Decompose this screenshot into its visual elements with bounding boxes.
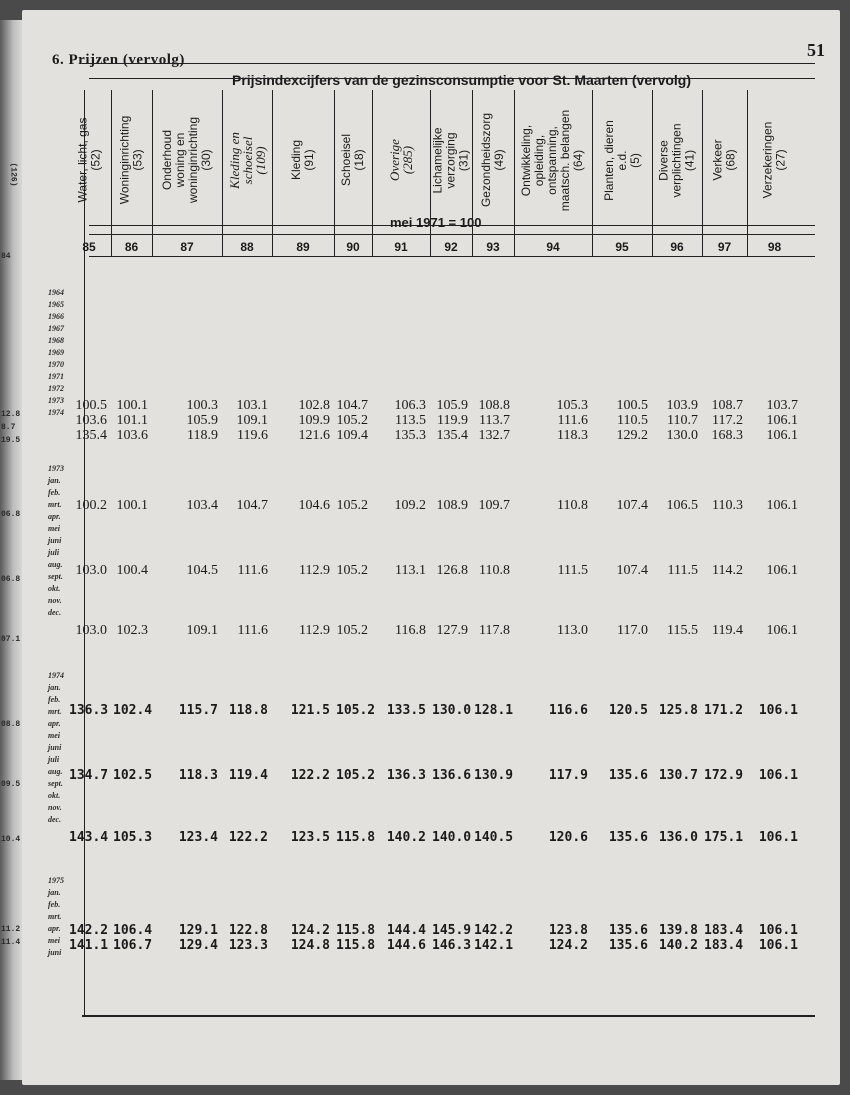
table-cell: 122.8 123.3 (228, 923, 268, 953)
column-number: 91 (394, 240, 408, 254)
column-number: 87 (180, 240, 194, 254)
table-cell: 136.6 (432, 768, 472, 783)
table-cell: 105.3 (113, 830, 153, 845)
row-labels-1973: 1973 jan. feb. mrt. apr. mei juni juli aug. sept. okt. nov. dec. (48, 464, 64, 617)
column-header (652, 96, 702, 224)
table-cell: 142.2 141.1 (69, 923, 109, 953)
table-cell: 133.5 (386, 703, 426, 718)
table-cell: 142.2 142.1 (474, 923, 514, 953)
rule (82, 63, 815, 64)
table-cell: 104.7 (236, 498, 268, 513)
left-fragment: 19.5 (1, 436, 21, 445)
column-number: 92 (444, 240, 458, 254)
table-cell: 139.8 140.2 (658, 923, 698, 953)
table-cell: 145.9 146.3 (432, 923, 472, 953)
row-labels-1974: 1974 jan. feb. mrt. apr. mei juni juli aug. sept. okt. nov. dec. (48, 671, 64, 824)
table-cell: 105.2 (336, 768, 376, 783)
table-cell: 127.9 (436, 623, 468, 638)
table-cell: 125.8 (658, 703, 698, 718)
column-header-label: Woninginrichting (53) (117, 115, 145, 205)
table-cell: 106.1 (758, 703, 798, 718)
table-cell: 117.8 (479, 623, 510, 638)
table-cell: 108.9 (436, 498, 468, 513)
table-cell: 109.7 (478, 498, 510, 513)
left-fragment: 11.4 (1, 938, 21, 947)
column-header (334, 96, 372, 224)
table-cell: 119.4 (228, 768, 268, 783)
table-cell: 105.2 (336, 623, 368, 638)
table-cell: 112.9 (299, 563, 330, 578)
table-cell: 105.2 (336, 563, 368, 578)
table-cell: 114.2 (712, 563, 743, 578)
table-cell: 109.1 (186, 623, 218, 638)
column-number: 98 (767, 240, 782, 254)
row-labels-1975: 1975 jan. feb. mrt. apr. mei juni (48, 876, 64, 957)
column-header-label: Gezondheidszorg (49) (479, 112, 506, 208)
left-fragment: 08.8 (1, 720, 21, 729)
table-cell: 117.0 (617, 623, 648, 638)
left-fragment: 12.8 (1, 410, 21, 419)
table-cell: 102.5 (113, 768, 153, 783)
table-cell: 122.2 (290, 768, 330, 783)
table-cell: 171.2 (704, 703, 744, 718)
table-cell: 172.9 (704, 768, 744, 783)
table-cell: 103.1 109.1 119.6 (236, 398, 268, 443)
column-header (67, 96, 111, 224)
table-cell: 112.9 (299, 623, 330, 638)
table-cell: 103.7 106.1 106.1 (766, 398, 798, 443)
left-fragment: 07.1 (1, 635, 21, 644)
table-cell: 113.0 (557, 623, 588, 638)
left-fragment: 06.8 (1, 510, 21, 519)
table-cell: 119.4 (712, 623, 743, 638)
table-cell: 136.3 (69, 703, 109, 718)
table-cell: 115.5 (667, 623, 698, 638)
column-header (152, 96, 222, 224)
table-cell: 130.7 (658, 768, 698, 783)
table-cell: 124.2 124.8 (290, 923, 330, 953)
column-header (222, 96, 272, 224)
table-cell: 120.5 (608, 703, 648, 718)
column-header-label: Onderhoud woning en woninginrichting (30) (160, 116, 213, 204)
table-cell: 100.5 103.6 135.4 (75, 398, 107, 443)
column-header-label: Water, licht, gas (52) (75, 117, 103, 203)
table-cell: 107.4 (616, 563, 648, 578)
table-cell: 116.8 (395, 623, 426, 638)
left-fragment: 10.4 (1, 835, 21, 844)
rule (82, 1015, 815, 1017)
table-cell: 102.4 (113, 703, 153, 718)
table-cell: 117.9 (548, 768, 588, 783)
table-cell: 109.2 (394, 498, 426, 513)
table-cell: 100.3 105.9 118.9 (186, 398, 218, 443)
table-cell: 143.4 (69, 830, 109, 845)
column-header-label: Verzekeringen (27) (760, 121, 788, 199)
table-cell: 107.4 (616, 498, 648, 513)
table-cell: 106.3 113.5 135.3 (394, 398, 426, 443)
table-cell: 103.4 (186, 498, 218, 513)
column-number: 90 (346, 240, 360, 254)
table-cell: 100.5 110.5 129.2 (616, 398, 648, 443)
table-cell: 175.1 (704, 830, 744, 845)
column-header-label: Verkeer (68) (710, 139, 738, 181)
column-header-label: Lichamelijke verzorging (31) (430, 126, 471, 194)
table-cell: 118.8 (228, 703, 268, 718)
table-cell: 121.5 (290, 703, 330, 718)
row-labels-years: 1964 1965 1966 1967 1968 1969 1970 1971 1972 1973 1974 (48, 288, 64, 417)
table-cell: 106.1 (766, 498, 798, 513)
table-cell: 103.0 (75, 623, 107, 638)
column-header-label: Ontwikkeling, opleiding, ontspanning, maatsch. belangen (64) (519, 109, 586, 211)
table-cell: 104.6 (298, 498, 330, 513)
column-header (372, 96, 430, 224)
table-cell: 136.3 (386, 768, 426, 783)
table-cell: 106.4 106.7 (113, 923, 153, 953)
table-cell: 106.5 (666, 498, 698, 513)
left-fragment: 11.2 (1, 925, 21, 934)
table-cell: 126.8 (436, 563, 468, 578)
table-cell: 106.1 (758, 830, 798, 845)
rule (89, 234, 815, 235)
table-cell: 106.1 (766, 623, 798, 638)
table-cell: 115.8 (336, 830, 376, 845)
table-cell: 183.4 183.4 (704, 923, 744, 953)
table-cell: 118.3 (178, 768, 218, 783)
column-header-label: Overige (285) (387, 139, 415, 181)
table-cell: 135.6 135.6 (608, 923, 648, 953)
table-cell: 136.0 (658, 830, 698, 845)
column-header (111, 96, 152, 224)
table-cell: 140.2 (386, 830, 426, 845)
table-cell: 134.7 (69, 768, 109, 783)
left-fragment: 84 (1, 252, 11, 261)
page-number: 51 (807, 40, 825, 60)
table-cell: 113.1 (395, 563, 426, 578)
table-cell: 111.6 (237, 623, 268, 638)
rule (89, 256, 815, 257)
left-fragment: 09.5 (1, 780, 21, 789)
column-header (514, 96, 592, 224)
table-cell: 130.9 (474, 768, 514, 783)
table-cell: 130.0 (432, 703, 472, 718)
table-cell: 106.1 (766, 563, 798, 578)
column-header-label: Planten, dieren e.d. (5) (601, 119, 642, 201)
table-title: Prijsindexcijfers van de gezinsconsumptie voor St. Maarten (vervolg) (232, 72, 692, 88)
table-cell: 116.6 (548, 703, 588, 718)
column-number: 88 (240, 240, 254, 254)
column-number: 96 (670, 240, 684, 254)
table-cell: 105.2 (336, 498, 368, 513)
column-header-label: Kleding (91) (289, 139, 316, 181)
table-cell: 106.1 (758, 768, 798, 783)
column-number: 89 (296, 240, 310, 254)
table-cell: 115.7 (178, 703, 218, 718)
table-cell: 111.5 (667, 563, 698, 578)
table-cell: 108.7 117.2 168.3 (711, 398, 743, 443)
table-cell: 106.1 106.1 (758, 923, 798, 953)
table-cell: 115.8 115.8 (336, 923, 376, 953)
column-header-label: Diverse verplichtingen (41) (656, 122, 697, 198)
table-cell: 129.1 129.4 (178, 923, 218, 953)
table-cell: 100.2 (75, 498, 107, 513)
table-cell: 105.9 119.9 135.4 (436, 398, 468, 443)
table-cell: 108.8 113.7 132.7 (478, 398, 510, 443)
column-header-label: Schoeisel (18) (339, 133, 366, 187)
table-cell: 100.1 (116, 498, 148, 513)
column-header (472, 96, 514, 224)
table-cell: 104.5 (186, 563, 218, 578)
table-cell: 135.6 (608, 768, 648, 783)
table-cell: 122.2 (228, 830, 268, 845)
column-rule (84, 90, 85, 1015)
table-cell: 105.3 111.6 118.3 (556, 398, 588, 443)
table-cell: 123.8 124.2 (548, 923, 588, 953)
table-cell: 110.8 (557, 498, 588, 513)
table-cell: 140.0 (432, 830, 472, 845)
table-cell: 104.7 105.2 109.4 (336, 398, 368, 443)
column-header (430, 96, 472, 224)
column-header (272, 96, 334, 224)
rule (89, 78, 815, 79)
table-cell: 140.5 (474, 830, 514, 845)
left-fragment: (126) (8, 162, 18, 187)
table-cell: 111.5 (557, 563, 588, 578)
column-number: 97 (717, 240, 732, 254)
table-cell: 128.1 (474, 703, 514, 718)
column-number: 94 (546, 240, 560, 254)
left-fragment: 8.7 (1, 423, 16, 432)
table-cell: 102.3 (116, 623, 148, 638)
table-cell: 123.5 (290, 830, 330, 845)
column-number: 85 (82, 240, 96, 254)
table-cell: 102.8 109.9 121.6 (298, 398, 330, 443)
table-cell: 123.4 (178, 830, 218, 845)
table-cell: 103.0 (75, 563, 107, 578)
table-cell: 103.9 110.7 130.0 (666, 398, 698, 443)
column-header (702, 96, 747, 224)
column-header-label: Kleding en schoeisel (109) (226, 131, 268, 189)
table-cell: 120.6 (548, 830, 588, 845)
left-fragment: 06.8 (1, 575, 21, 584)
facing-page-edge (0, 20, 22, 1080)
base-period: mei 1971 = 100 (390, 215, 482, 230)
column-header (747, 96, 802, 224)
table-cell: 100.1 101.1 103.6 (116, 398, 148, 443)
table-cell: 110.3 (712, 498, 743, 513)
section-title: 6. Prijzen (vervolg) (52, 52, 185, 68)
column-number: 95 (615, 240, 629, 254)
table-cell: 100.4 (116, 563, 148, 578)
column-number: 86 (124, 240, 139, 254)
column-number: 93 (486, 240, 500, 254)
column-header (592, 96, 652, 224)
table-cell: 105.2 (336, 703, 376, 718)
document-page (22, 10, 840, 1085)
table-cell: 110.8 (479, 563, 510, 578)
table-cell: 135.6 (608, 830, 648, 845)
table-cell: 111.6 (237, 563, 268, 578)
table-cell: 144.4 144.6 (386, 923, 426, 953)
